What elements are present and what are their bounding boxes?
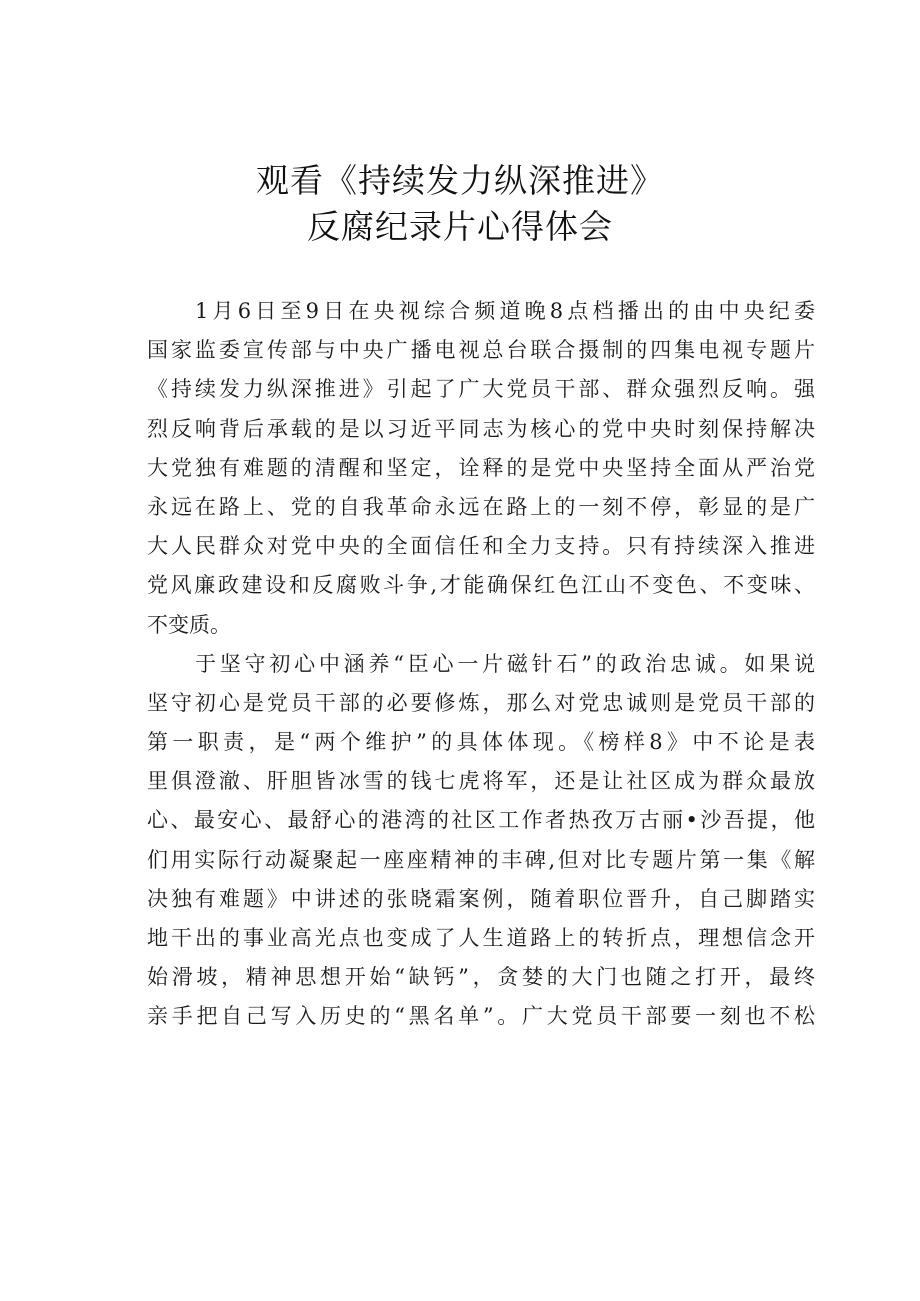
text-line: 大党独有难题的清醒和坚定，诠释的是党中央坚持全面从严治党 [147,455,815,480]
text-line: 不变质。 [147,612,231,637]
title-line-1: 观看《持续发力纵深推进》 [256,161,664,200]
document-body [147,292,815,1037]
text-line: 心、最安心、最舒心的港湾的社区工作者热孜万古丽•沙吾提，他 [147,808,815,833]
text-line: 烈反响背后承载的是以习近平同志为核心的党中央时刻保持解决 [147,416,815,441]
text-line: 永远在路上、党的自我革命永远在路上的一刻不停，彰显的是广 [147,494,815,519]
text-line: 1月6日至9日在央视综合频道晚8点档播出的由中央纪委 [195,299,815,323]
title-line-2: 反腐纪录片心得体会 [307,207,613,246]
text-line: 地干出的事业高光点也变成了人生道路上的转折点，理想信念开 [147,926,815,950]
text-line: 于坚守初心中涵养“臣心一片磁针石”的政治忠诚。如果说 [195,651,815,676]
text-line: 国家监委宣传部与中央广播电视总台联合摄制的四集电视专题片 [147,338,815,363]
text-line: 党风廉政建设和反腐败斗争,才能确保红色江山不变色、不变味、 [147,573,815,598]
text-line: 坚守初心是党员干部的必要修炼，那么对党忠诚则是党员干部的 [147,690,815,715]
text-line: 始滑坡，精神思想开始“缺钙”，贪婪的大门也随之打开，最终 [147,965,815,990]
text-line: 大人民群众对党中央的全面信任和全力支持。只有持续深入推进 [147,534,815,559]
text-line: 亲手把自己写入历史的“黑名单”。广大党员干部要一刻也不松 [147,1004,815,1029]
text-line: 里俱澄澈、肝胆皆冰雪的钱七虎将军，还是让社区成为群众最放 [147,769,815,794]
text-line: 第一职责，是“两个维护”的具体体现。《榜样8》中不论是表 [147,730,815,755]
document-title [0,158,920,250]
paragraph-2 [147,645,815,1037]
text-line: 《持续发力纵深推进》引起了广大党员干部、群众强烈反响。强 [147,377,815,402]
paragraph-1 [147,292,815,645]
text-line: 们用实际行动凝聚起一座座精神的丰碑,但对比专题片第一集《解 [147,847,815,872]
text-line: 决独有难题》中讲述的张晓霜案例，随着职位晋升，自己脚踏实 [147,886,815,911]
